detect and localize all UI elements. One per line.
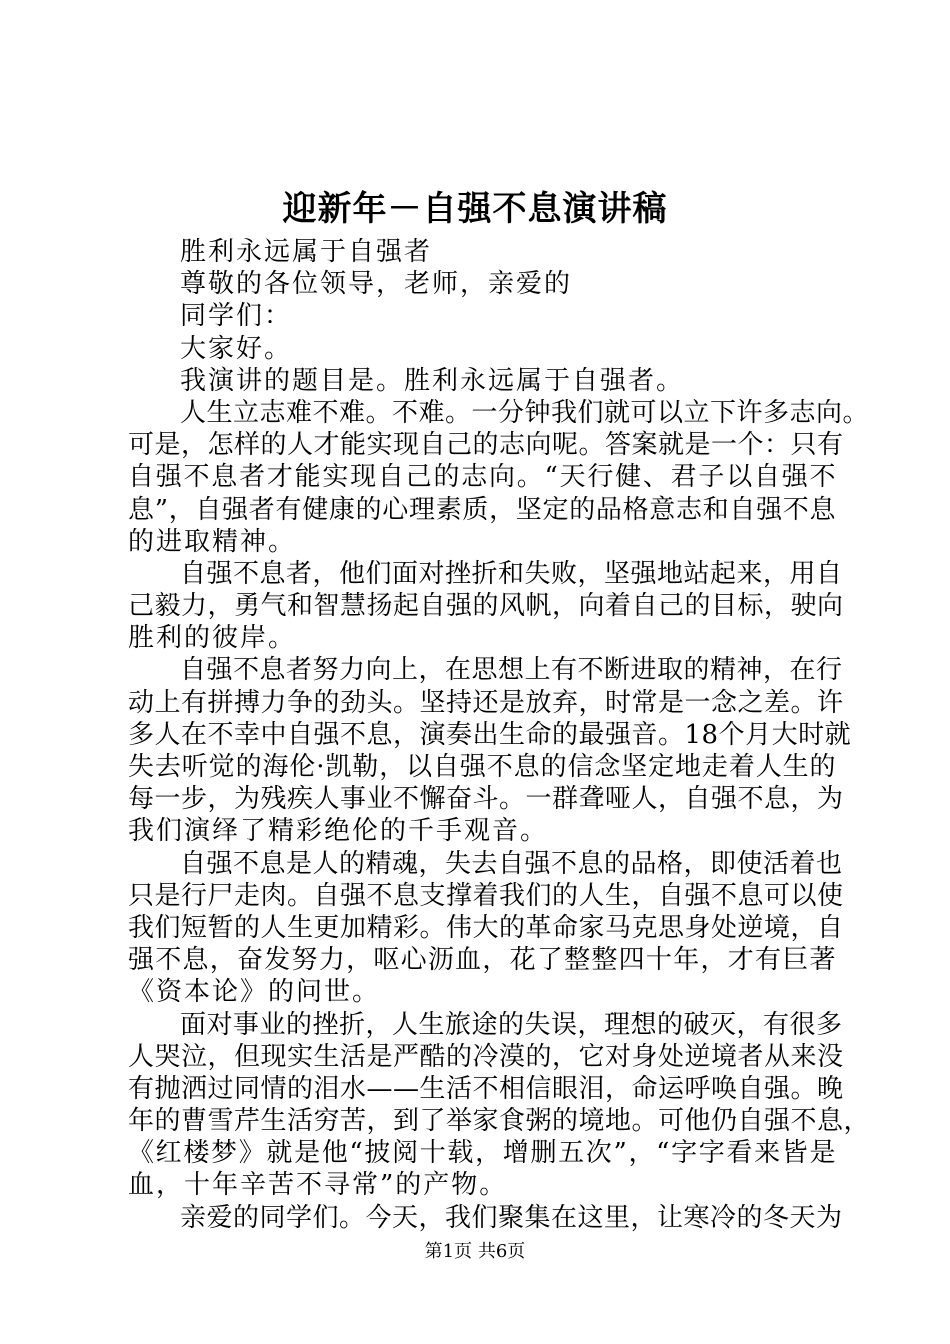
text-line: 自强不息者才能实现自己的志向。“天行健、君子以自强不 [128, 462, 836, 493]
text-line: 《红楼梦》就是他“披阅十载，增删五次”，“字字看来皆是 [128, 1138, 836, 1169]
text-line: 可是，怎样的人才能实现自己的志向呢。答案就是一个：只有 [128, 430, 844, 461]
text-line: 有抛洒过同情的泪水——生活不相信眼泪，命运呼唤自强。晚 [128, 1073, 844, 1104]
text-line: 我演讲的题目是。胜利永远属于自强者。 [180, 365, 685, 396]
text-line: 亲爱的同学们。今天，我们聚集在这里，让寒冷的冬天为 [180, 1202, 843, 1233]
text-line: 强不息，奋发努力，呕心沥血，花了整整四十年，才有巨著 [128, 945, 836, 976]
text-line: 人生立志难不难。不难。一分钟我们就可以立下许多志向。 [180, 397, 870, 428]
text-line: 每一步，为残疾人事业不懈奋斗。一群聋哑人，自强不息，为 [128, 784, 844, 815]
text-line: 人哭泣，但现实生活是严酷的冷漠的，它对身处逆境者从来没 [128, 1041, 844, 1072]
text-line: 多人在不幸中自强不息，演奏出生命的最强音。18个月大时就 [128, 719, 852, 750]
text-line: 的进取精神。 [128, 526, 297, 557]
text-line: 胜利永远属于自强者 [180, 237, 433, 267]
text-line: 自强不息是人的精魂，失去自强不息的品格，即使活着也 [180, 848, 843, 879]
text-line: 自强不息者努力向上，在思想上有不断进取的精神，在行 [180, 655, 843, 686]
text-line: 年的曹雪芹生活穷苦，到了举家食粥的境地。可他仍自强不息， [128, 1106, 871, 1137]
text-line: 同学们： [180, 301, 293, 332]
document-body [128, 236, 871, 1234]
text-line: 动上有拼搏力争的劲头。坚持还是放弃，时常是一念之差。许 [128, 687, 844, 718]
text-line: 我们演绎了精彩绝伦的千手观音。 [128, 816, 549, 847]
text-line: 大家好。 [180, 333, 293, 364]
text-line: 己毅力，勇气和智慧扬起自强的风帆，向着自己的目标，驶向 [128, 591, 844, 622]
text-line: 《资本论》的问世。 [128, 977, 381, 1008]
text-line: 尊敬的各位领导，老师，亲爱的 [180, 269, 573, 300]
text-line: 胜利的彼岸。 [128, 623, 297, 654]
text-line: 只是行尸走肉。自强不息支撑着我们的人生，自强不息可以使 [128, 880, 844, 911]
page-footer: 第1页 共6页 [424, 1241, 526, 1262]
text-line: 自强不息者，他们面对挫折和失败，坚强地站起来，用自 [180, 558, 843, 589]
text-line: 息”，自强者有健康的心理素质，坚定的品格意志和自强不息 [128, 494, 836, 525]
text-line: 面对事业的挫折，人生旅途的失误，理想的破灭，有很多 [180, 1009, 843, 1040]
text-line: 血，十年辛苦不寻常”的产物。 [128, 1170, 508, 1201]
text-line: 我们短暂的人生更加精彩。伟大的革命家马克思身处逆境，自 [128, 912, 844, 943]
document-title: 迎新年－自强不息演讲稿 [282, 189, 668, 229]
text-line: 失去听觉的海伦·凯勒，以自强不息的信念坚定地走着人生的 [128, 752, 836, 782]
